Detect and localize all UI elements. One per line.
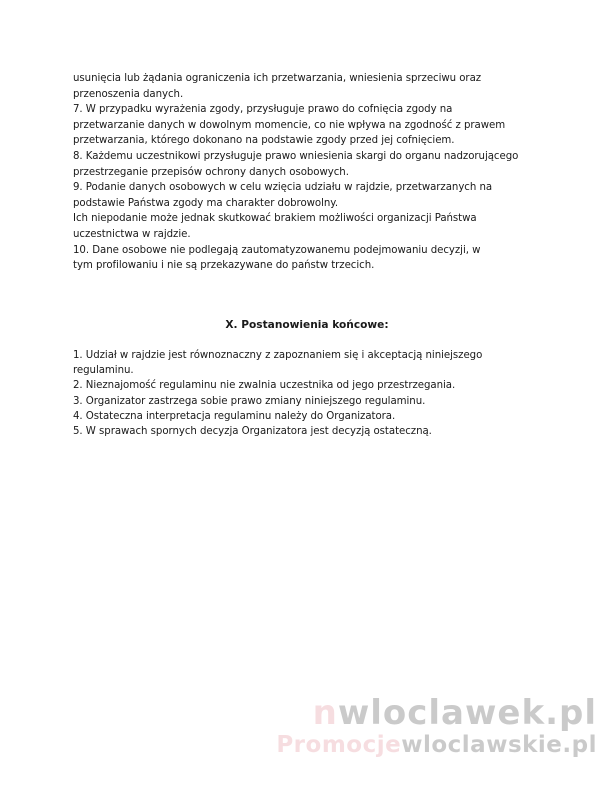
text-line: usunięcia lub żądania ograniczenia ich przetwarzania, wniesienia sprzeciwu oraz — [73, 73, 482, 84]
text-line: 10. Dane osobowe nie podlegają zautomatyzowanemu podejmowaniu decyzji, w — [73, 244, 481, 256]
text-line: Ich niepodanie może jednak skutkować brakiem możliwości organizacji Państwa — [73, 213, 477, 225]
watermark-promocje — [276, 732, 597, 758]
watermark-text: wloclawek.pl — [337, 693, 597, 733]
list-item: 1. Udział w rajdzie jest równoznaczny z zapoznaniem się i akceptacją niniejszego — [73, 350, 483, 361]
list-item: 5. W sprawach spornych decyzja Organizatora jest decyzją ostateczną. — [73, 426, 432, 438]
text-line: 8. Każdemu uczestnikowi przysługuje prawo wniesienia skargi do organu nadzorującego — [73, 150, 519, 162]
watermark-accent: Promocje — [276, 732, 402, 758]
final-provisions-list — [73, 348, 573, 439]
list-item: 4. Ostateczna interpretacja regulaminu należy do Organizatora. — [73, 410, 396, 422]
list-item: regulaminu. — [73, 365, 134, 377]
watermark-text: wloclawskie.pl — [401, 732, 597, 758]
text-line: 7. W przypadku wyrażenia zgody, przysługuje prawo do cofnięcia zgody na — [73, 104, 453, 116]
text-line: przestrzeganie przepisów ochrony danych osobowych. — [73, 166, 349, 178]
watermark-accent: n — [312, 693, 338, 733]
list-item: 3. Organizator zastrzega sobie prawo zmiany niniejszego regulaminu. — [73, 395, 426, 407]
section-title: X. Postanowienia końcowe: — [225, 319, 389, 331]
text-line: tym profilowaniu i nie są przekazywane do państw trzecich. — [73, 260, 375, 272]
text-line: podstawie Państwa zgody ma charakter dobrowolny. — [73, 197, 339, 209]
watermark-wloclawek — [313, 693, 597, 733]
text-line: uczestnictwa w rajdzie. — [73, 228, 191, 240]
text-line: przetwarzania, którego dokonano na podstawie zgody przed jej cofnięciem. — [73, 135, 455, 147]
text-line: przetwarzanie danych w dowolnym momencie, co nie wpływa na zgodność z prawem — [73, 119, 506, 131]
text-line: przenoszenia danych. — [73, 88, 184, 100]
gdpr-clause-continuation — [73, 71, 573, 274]
text-line: 9. Podanie danych osobowych w celu wzięcia udziału w rajdzie, przetwarzanych na — [73, 182, 493, 194]
list-item: 2. Nieznajomość regulaminu nie zwalnia uczestnika od jego przestrzegania. — [73, 380, 456, 392]
